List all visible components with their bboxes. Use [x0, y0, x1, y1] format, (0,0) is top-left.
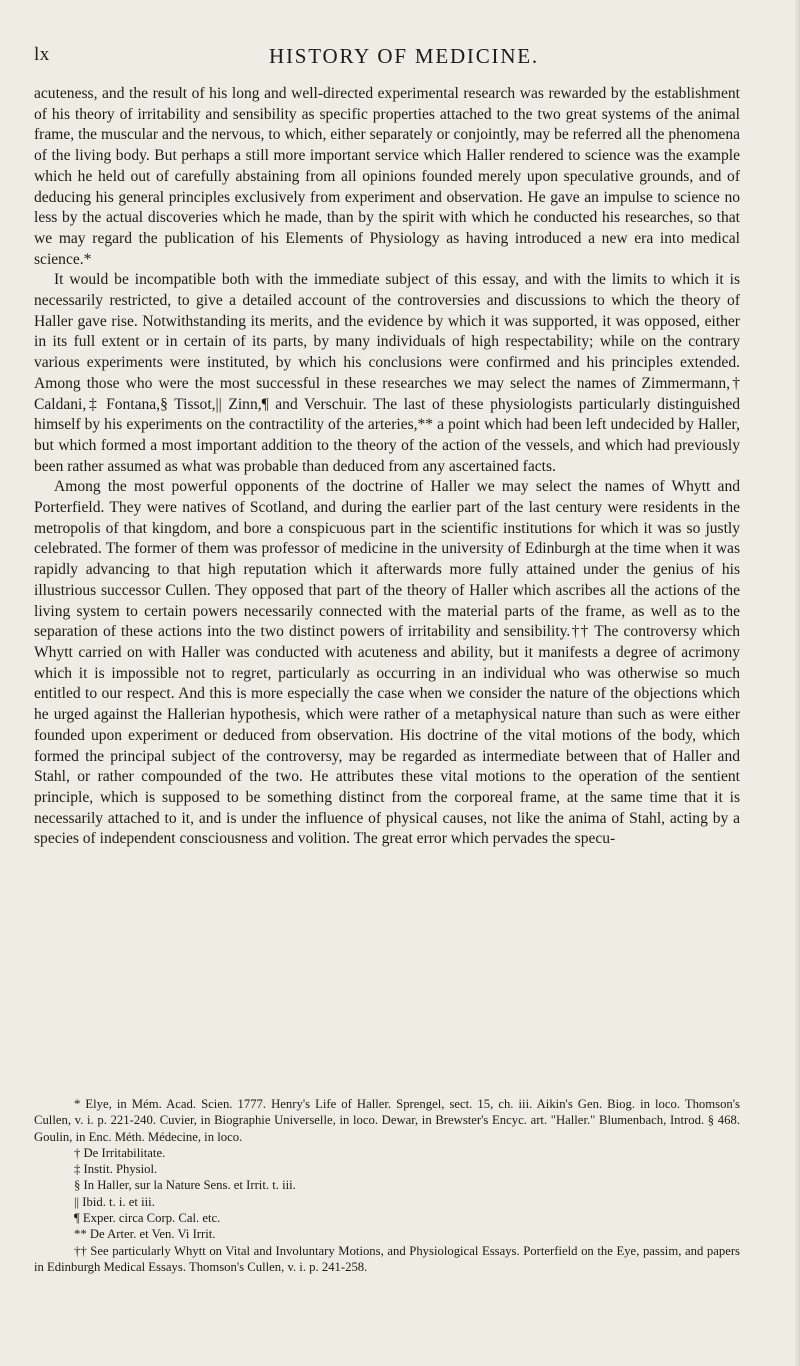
footnote-text: De Arter. et Ven. Vi Irrit. [89, 1227, 216, 1242]
running-head: HISTORY OF MEDICINE. [269, 44, 539, 68]
footnote-mark: § [74, 1178, 81, 1193]
footnote-text: Ibid. t. i. et iii. [82, 1194, 155, 1209]
footnote-mark: †† [74, 1243, 87, 1258]
page-number: lx [34, 44, 50, 65]
body-text [34, 84, 740, 850]
footnote-text: De Irritabilitate. [83, 1145, 166, 1160]
paragraph-1: acuteness, and the result of his long and well-directed experimental research was rewarded by the establishment of his theory of irritability and sensibility as specific properties attached to the two great systems of the animal frame, the muscular and the nervous, to which, either separately or conjointly, may be referred all the phenomena of the living body. But perhaps a still more important service which Haller rendered to science was the example which he held out of carefully abstaining from all opinions founded merely upon speculative grounds, and of deducing his general principles exclusively from experiment and observation. He gave an impulse to science no less by the actual discoveries which he made, than by the spirit with which he conducted his researches, so that we may regard the publication of his Elements of Physiology as having introduced a new era into medical science.* [34, 85, 740, 268]
page-header [34, 44, 734, 74]
footnote [34, 1177, 740, 1193]
footnotes [34, 1096, 740, 1275]
footnote-text: Instit. Physiol. [83, 1162, 158, 1177]
footnote-mark: ¶ [74, 1211, 80, 1226]
footnote [34, 1096, 740, 1145]
footnote [34, 1194, 740, 1210]
footnote-mark: ‡ [74, 1162, 81, 1177]
footnote [34, 1243, 740, 1276]
footnote-mark: * [74, 1097, 81, 1111]
footnote-text: See particularly Whytt on Vital and Involuntary Motions, and Physiological Essays. Porterfield on the Eye, passim, and papers in Edinburgh Medical Essays. Thomson's Cullen, v. i. p. 241-258. [34, 1243, 740, 1274]
paragraph-3: Among the most powerful opponents of the doctrine of Haller we may select the names of Whytt and Porterfield. They were natives of Scotland, and during the earlier part of the last century were residents in the metropolis of that kingdom, and bore a conspicuous part in the scientific institutions for which it was so justly celebrated. The former of them was professor of medicine in the university of Edinburgh at the time when it was rapidly advancing to that high reputation which it afterwards more fully attained under the genius of his illustrious successor Cullen. They opposed that part of the theory of Haller which ascribes all the actions of the living system to certain powers necessarily connected with the material parts of the frame, as well as to the separation of these actions into the two distinct powers of irritability and sensibility.†† The controversy which Whytt carried on with Haller was conducted with acuteness and ability, but it manifests a degree of acrimony which it is impossible not to regret, particularly as occurring in an individual who was otherwise so much entitled to our respect. And this is more especially the case when we consider the nature of the objections which he urged against the Hallerian hypothesis, which were rather of a metaphysical nature than such as were either founded upon experiment or deduced from observation. His doctrine of the vital motions of the body, which formed the principal subject of the controversy, may be regarded as intermediate between that of Haller and Stahl, or rather compounded of the two. He attributes these vital motions to the operation of the sentient principle, which is supposed to be something distinct from the corporeal frame, at the same time that it is necessarily attached to it, and is under the influence of physical causes, not like the anima of Stahl, acting by a species of independent consciousness and volition. The great error which pervades the specu- [34, 478, 740, 848]
footnote-mark: ** [74, 1227, 87, 1242]
footnote [34, 1226, 740, 1242]
footnote [34, 1161, 740, 1177]
footnote-text: Exper. circa Corp. Cal. etc. [82, 1211, 221, 1226]
footnote [34, 1210, 740, 1226]
footnote-mark: † [74, 1145, 81, 1160]
footnote-text: Elye, in Mém. Acad. Scien. 1777. Henry's Life of Haller. Sprengel, sect. 15, ch. iii. Aikin's Gen. Biog. in loco. Thomson's Cullen, v. i. p. 221-240. Cuvier, in Biographie Universelle, in loco. Dewar, in Brewster's Encyc. art. "Haller." Blumenbach, Introd. § 468. Goulin, in Enc. Méth. Médecine, in loco. [34, 1097, 740, 1144]
page-edge-shadow [794, 0, 800, 1366]
footnote-text: In Haller, sur la Nature Sens. et Irrit. t. iii. [83, 1178, 296, 1193]
paragraph-2: It would be incompatible both with the immediate subject of this essay, and with the limits to which it is necessarily restricted, to give a detailed account of the controversies and discussions to which the theory of Haller gave rise. Notwithstanding its merits, and the evidence by which it was supported, it was opposed, either in its full extent or in certain of its parts, by many individuals of high respectability; while on the contrary various experiments were instituted, by which his conclusions were confirmed and his principles extended. Among those who were the most successful in these researches we may select the names of Zimmermann,† Caldani,‡ Fontana,§ Tissot,|| Zinn,¶ and Verschuir. The last of these physiologists particularly distinguished himself by his experiments on the contractility of the arteries,** a point which had been left undecided by Haller, but which formed a most important addition to the theory of the action of the vessels, and which had previously been rather assumed as what was probable than deduced from any ascertained facts. [34, 271, 740, 475]
footnote-mark: || [74, 1194, 80, 1209]
footnote [34, 1145, 740, 1161]
